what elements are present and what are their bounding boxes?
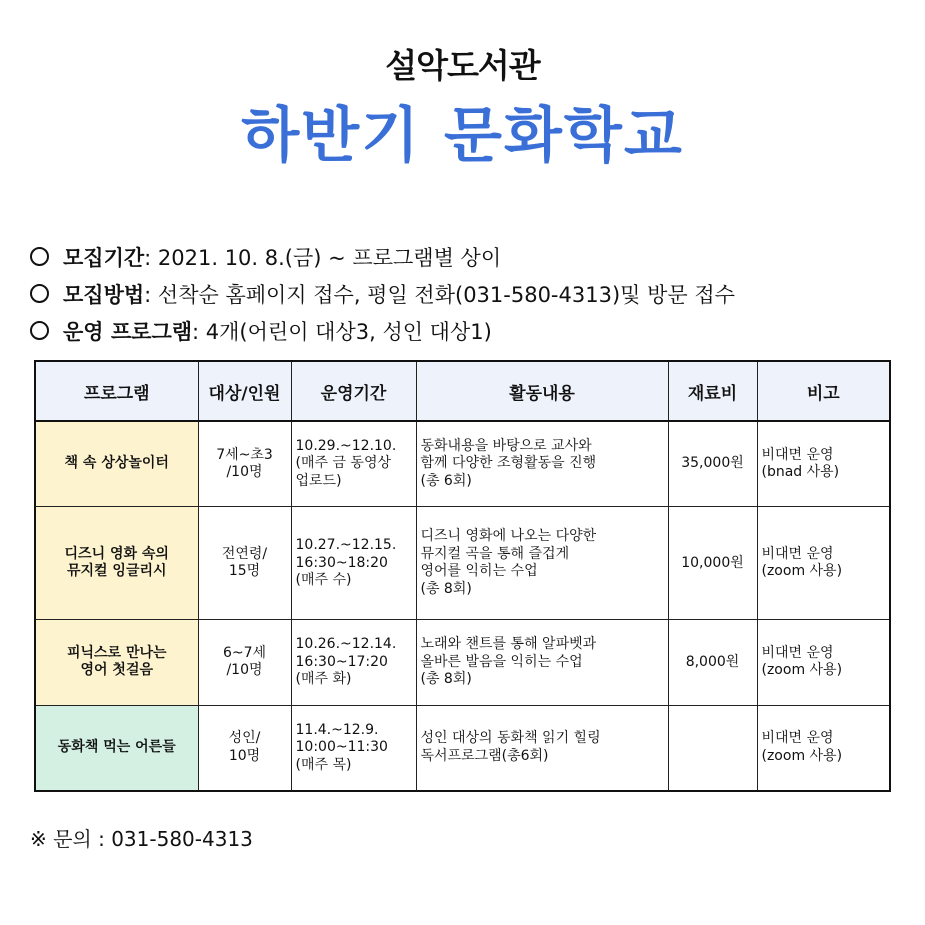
info-key: 운영 프로그램 [63, 319, 193, 344]
period-cell [291, 421, 416, 507]
program-name-cell [35, 705, 198, 791]
period-line: 10.26.~12.14. [295, 636, 397, 653]
info-item-programs [30, 312, 910, 349]
period-line: 16:30~18:20 [295, 554, 388, 571]
period-line: 업로드) [295, 472, 342, 489]
info-list [30, 238, 910, 349]
circle-bullet-icon [30, 247, 49, 266]
period-line: 11.4.~12.9. [295, 721, 379, 738]
program-name-cell [35, 507, 198, 620]
target-line: 전연령/ [221, 545, 268, 562]
program-name-cell [35, 421, 198, 507]
circle-bullet-icon [30, 284, 49, 303]
note-line: 비대면 운영 [761, 545, 834, 562]
program-name-line: 피닉스로 만나는 [66, 644, 167, 661]
note-cell [757, 620, 890, 705]
note-line: (bnad 사용) [761, 464, 840, 481]
target-line: 성인/ [228, 730, 261, 747]
target-cell [198, 507, 291, 620]
column-header-activity: 활동내용 [416, 361, 668, 421]
activity-line: 영어를 익히는 수업 [420, 563, 538, 580]
info-key: 모집기간 [63, 245, 145, 270]
table-row [35, 507, 890, 620]
note-cell [757, 507, 890, 620]
target-cell [198, 705, 291, 791]
activity-line: 노래와 챈트를 통해 알파벳과 [420, 636, 597, 653]
period-line: (매주 금 동영상 [295, 455, 392, 472]
note-cell [757, 421, 890, 507]
note-line: (zoom 사용) [761, 563, 843, 580]
note-line: (zoom 사용) [761, 747, 843, 764]
period-line: 10:00~11:30 [295, 739, 388, 756]
column-header-program: 프로그램 [35, 361, 198, 421]
table-row [35, 421, 890, 507]
info-value: : 4개(어린이 대상3, 성인 대상1) [192, 319, 492, 344]
program-name-line: 책 속 상상놀이터 [64, 455, 169, 472]
page-title: 하반기 문화학교 [241, 101, 684, 171]
info-item-recruit-period [30, 238, 910, 275]
activity-cell [416, 421, 668, 507]
activity-cell [416, 507, 668, 620]
column-header-fee: 재료비 [668, 361, 757, 421]
target-line: /10명 [226, 464, 263, 481]
info-value: : 2021. 10. 8.(금) ~ 프로그램별 상이 [144, 245, 502, 270]
note-cell [757, 705, 890, 791]
period-line: 10.27.~12.15. [295, 537, 397, 554]
target-cell [198, 421, 291, 507]
circle-bullet-icon [30, 321, 49, 340]
fee-cell: 8,000원 [668, 620, 757, 705]
period-line: 10.29.~12.10. [295, 437, 397, 454]
fee-cell: 10,000원 [668, 507, 757, 620]
activity-line: 올바른 발음을 익히는 수업 [420, 653, 583, 670]
period-cell [291, 620, 416, 705]
target-cell [198, 620, 291, 705]
period-line: (매주 화) [295, 671, 352, 688]
program-table [34, 360, 891, 792]
activity-line: (총 8회) [420, 580, 472, 597]
period-line: (매주 목) [295, 756, 352, 773]
activity-line: 디즈니 영화에 나오는 다양한 [420, 528, 597, 545]
column-header-note: 비고 [757, 361, 890, 421]
column-header-period: 운영기간 [291, 361, 416, 421]
info-value: : 선착순 홈페이지 접수, 평일 전화(031-580-4313)및 방문 접수 [144, 282, 735, 307]
activity-line: (총 8회) [420, 671, 472, 688]
activity-line: 동화내용을 바탕으로 교사와 [420, 437, 592, 454]
program-name-cell [35, 620, 198, 705]
fee-cell [668, 705, 757, 791]
info-key: 모집방법 [63, 282, 145, 307]
period-line: 16:30~17:20 [295, 653, 388, 670]
target-line: 15명 [228, 563, 261, 580]
note-line: 비대면 운영 [761, 644, 834, 661]
period-cell [291, 705, 416, 791]
note-line: 비대면 운영 [761, 446, 834, 463]
note-line: 비대면 운영 [761, 730, 834, 747]
activity-line: 독서프로그램(총6회) [420, 747, 549, 764]
table-row [35, 705, 890, 791]
header-subtitle: 설악도서관 [385, 46, 540, 85]
program-name-line: 디즈니 영화 속의 [64, 545, 169, 562]
target-line: 6~7세 [222, 644, 267, 661]
target-line: 10명 [228, 747, 261, 764]
period-cell [291, 507, 416, 620]
activity-cell [416, 705, 668, 791]
table-row [35, 620, 890, 705]
program-name-line: 동화책 먹는 어른들 [57, 739, 176, 756]
activity-line: 성인 대상의 동화책 읽기 힐링 [420, 730, 601, 747]
fee-cell: 35,000원 [668, 421, 757, 507]
program-name-line: 영어 첫걸음 [80, 662, 153, 679]
period-line: (매주 수) [295, 572, 352, 589]
activity-line: 뮤지컬 곡을 통해 즐겁게 [420, 545, 570, 562]
contact-info: ※ 문의 : 031-580-4313 [30, 827, 253, 851]
target-line: /10명 [226, 662, 263, 679]
target-line: 7세~초3 [216, 446, 273, 463]
activity-line: 함께 다양한 조형활동을 진행 [420, 455, 597, 472]
note-line: (zoom 사용) [761, 662, 843, 679]
program-name-line: 뮤지컬 잉글리시 [66, 563, 167, 580]
table-header-row [35, 361, 890, 421]
info-item-recruit-method [30, 275, 910, 312]
column-header-target: 대상/인원 [198, 361, 291, 421]
activity-line: (총 6회) [420, 472, 472, 489]
activity-cell [416, 620, 668, 705]
